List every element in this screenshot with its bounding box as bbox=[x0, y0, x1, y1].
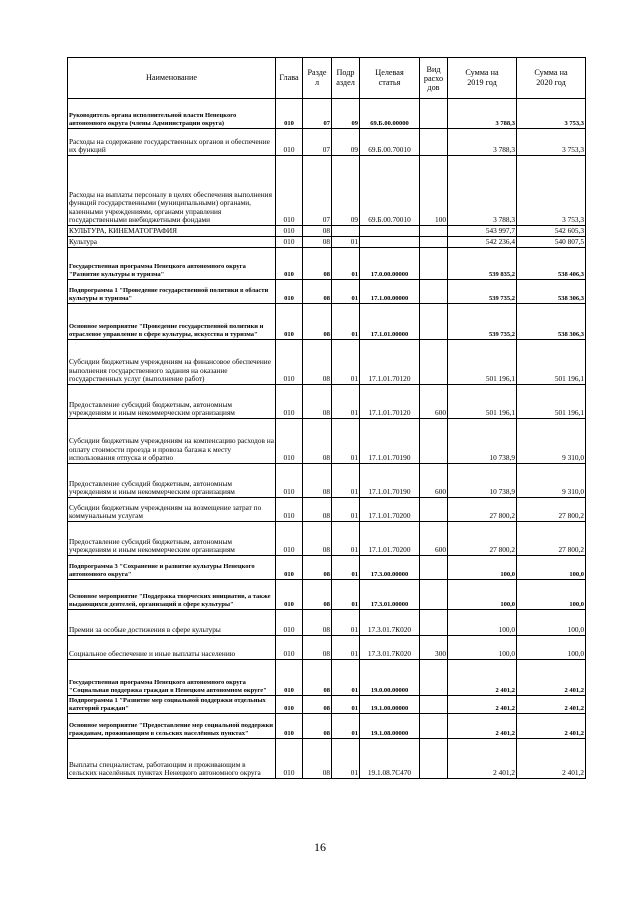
cell-glava: 010 bbox=[276, 419, 303, 464]
cell-sum2020: 3 753,3 bbox=[517, 156, 586, 226]
cell-podrazdel: 01 bbox=[332, 522, 360, 556]
cell-glava: 010 bbox=[276, 610, 303, 636]
cell-name: Расходы на выплаты персоналу в целях обеспечения выполнения функций государственными (муниципальными) органами, казенными учреждениями, органами управления государственными внебюджетными фондами bbox=[68, 156, 276, 226]
cell-razdel: 08 bbox=[303, 739, 332, 779]
cell-vid bbox=[420, 248, 448, 280]
table-row bbox=[68, 237, 586, 248]
cell-vid bbox=[420, 580, 448, 610]
cell-sum2019: 100,0 bbox=[448, 580, 517, 610]
cell-glava: 010 bbox=[276, 580, 303, 610]
header-podrazdel: Подр аздел bbox=[332, 58, 360, 99]
cell-sum2020: 2 401,2 bbox=[517, 739, 586, 779]
cell-target: 17.1.01.00000 bbox=[360, 304, 420, 340]
cell-podrazdel: 01 bbox=[332, 696, 360, 714]
cell-name: Культура bbox=[68, 237, 276, 248]
cell-sum2019: 27 800,2 bbox=[448, 522, 517, 556]
table-row bbox=[68, 498, 586, 522]
cell-sum2019: 2 401,2 bbox=[448, 739, 517, 779]
cell-target bbox=[360, 237, 420, 248]
cell-podrazdel: 01 bbox=[332, 419, 360, 464]
cell-podrazdel: 01 bbox=[332, 498, 360, 522]
cell-glava: 010 bbox=[276, 696, 303, 714]
cell-target: 19.0.00.00000 bbox=[360, 660, 420, 696]
cell-vid bbox=[420, 280, 448, 304]
table-row bbox=[68, 580, 586, 610]
cell-sum2019: 501 196,1 bbox=[448, 385, 517, 419]
cell-razdel: 08 bbox=[303, 610, 332, 636]
cell-podrazdel: 01 bbox=[332, 556, 360, 580]
cell-razdel: 08 bbox=[303, 660, 332, 696]
cell-razdel: 08 bbox=[303, 419, 332, 464]
cell-vid bbox=[420, 714, 448, 739]
cell-name: Субсидии бюджетным учреждениям на компенсацию расходов на оплату стоимости проезда и провоза багажа к месту использования отпуска и обратно bbox=[68, 419, 276, 464]
cell-vid bbox=[420, 129, 448, 156]
cell-name: Премии за особые достижения в сфере культуры bbox=[68, 610, 276, 636]
header-sum-2019: Сумма на 2019 год bbox=[448, 58, 517, 99]
cell-razdel: 08 bbox=[303, 498, 332, 522]
cell-podrazdel: 01 bbox=[332, 636, 360, 660]
cell-target: 17.3.01.7К020 bbox=[360, 610, 420, 636]
cell-name: КУЛЬТУРА, КИНЕМАТОГРАФИЯ bbox=[68, 226, 276, 237]
table-header-row bbox=[68, 58, 586, 99]
header-vid: Вид расхо дов bbox=[420, 58, 448, 99]
header-glava: Глава bbox=[276, 58, 303, 99]
table-body bbox=[68, 99, 586, 779]
cell-sum2020: 100,0 bbox=[517, 556, 586, 580]
cell-target: 17.1.01.70120 bbox=[360, 385, 420, 419]
cell-sum2020: 100,0 bbox=[517, 610, 586, 636]
cell-name: Предоставление субсидий бюджетным, автономным учреждениям и иным некоммерческим организациям bbox=[68, 464, 276, 498]
cell-vid bbox=[420, 99, 448, 129]
cell-sum2019: 539 735,2 bbox=[448, 280, 517, 304]
cell-vid bbox=[420, 498, 448, 522]
cell-podrazdel: 01 bbox=[332, 714, 360, 739]
cell-sum2019: 543 997,7 bbox=[448, 226, 517, 237]
cell-name: Подпрограмма 3 "Сохранение и развитие культуры Ненецкого автономного округа" bbox=[68, 556, 276, 580]
cell-sum2020: 501 196,1 bbox=[517, 385, 586, 419]
table-row bbox=[68, 280, 586, 304]
cell-target: 17.0.00.00000 bbox=[360, 248, 420, 280]
table-row bbox=[68, 714, 586, 739]
cell-razdel: 08 bbox=[303, 522, 332, 556]
cell-glava: 010 bbox=[276, 226, 303, 237]
cell-target: 17.3.00.00000 bbox=[360, 556, 420, 580]
cell-sum2020: 3 753,3 bbox=[517, 99, 586, 129]
cell-sum2020: 2 401,2 bbox=[517, 696, 586, 714]
cell-target: 69.Б.00.70010 bbox=[360, 129, 420, 156]
cell-target: 19.1.00.00000 bbox=[360, 696, 420, 714]
cell-razdel: 08 bbox=[303, 696, 332, 714]
cell-target: 69.Б.00.70010 bbox=[360, 156, 420, 226]
cell-razdel: 08 bbox=[303, 556, 332, 580]
table-row bbox=[68, 739, 586, 779]
cell-target: 19.1.08.00000 bbox=[360, 714, 420, 739]
cell-podrazdel: 01 bbox=[332, 237, 360, 248]
table-row bbox=[68, 660, 586, 696]
table-row bbox=[68, 385, 586, 419]
cell-sum2020: 100,0 bbox=[517, 636, 586, 660]
cell-name: Предоставление субсидий бюджетным, автономным учреждениям и иным некоммерческим организациям bbox=[68, 385, 276, 419]
cell-glava: 010 bbox=[276, 522, 303, 556]
cell-sum2020: 540 807,5 bbox=[517, 237, 586, 248]
cell-target: 17.3.01.7К020 bbox=[360, 636, 420, 660]
cell-podrazdel: 01 bbox=[332, 464, 360, 498]
cell-sum2020: 2 401,2 bbox=[517, 660, 586, 696]
cell-sum2020: 538 306,3 bbox=[517, 280, 586, 304]
cell-sum2020: 100,0 bbox=[517, 580, 586, 610]
cell-name: Государственная программа Ненецкого автономного округа "Развитие культуры и туризма" bbox=[68, 248, 276, 280]
cell-razdel: 08 bbox=[303, 580, 332, 610]
cell-sum2019: 100,0 bbox=[448, 610, 517, 636]
cell-sum2020: 9 310,0 bbox=[517, 419, 586, 464]
header-razdel: Разде л bbox=[303, 58, 332, 99]
cell-name: Основное мероприятие "Предоставление мер социальной поддержки гражданам, проживающим в сельских населённых пунктах" bbox=[68, 714, 276, 739]
cell-podrazdel: 09 bbox=[332, 129, 360, 156]
table-row bbox=[68, 99, 586, 129]
cell-vid: 300 bbox=[420, 636, 448, 660]
cell-vid bbox=[420, 660, 448, 696]
cell-razdel: 08 bbox=[303, 226, 332, 237]
cell-target: 17.1.01.70190 bbox=[360, 464, 420, 498]
cell-sum2019: 539 735,2 bbox=[448, 304, 517, 340]
cell-podrazdel: 01 bbox=[332, 385, 360, 419]
cell-vid: 600 bbox=[420, 464, 448, 498]
cell-target: 69.Б.00.00000 bbox=[360, 99, 420, 129]
budget-table bbox=[67, 57, 586, 779]
cell-name: Подпрограмма 1 "Проведение государственной политики в области культуры и туризма" bbox=[68, 280, 276, 304]
cell-name: Предоставление субсидий бюджетным, автономным учреждениям и иным некоммерческим организациям bbox=[68, 522, 276, 556]
cell-sum2020: 27 800,2 bbox=[517, 522, 586, 556]
cell-name: Руководитель органа исполнительной власти Ненецкого автономного округа (члены Администрации округа) bbox=[68, 99, 276, 129]
cell-razdel: 07 bbox=[303, 99, 332, 129]
header-target: Целевая статья bbox=[360, 58, 420, 99]
cell-name: Подпрограмма 1 "Развитие мер социальной поддержки отдельных категорий граждан" bbox=[68, 696, 276, 714]
cell-vid bbox=[420, 696, 448, 714]
cell-podrazdel: 01 bbox=[332, 610, 360, 636]
header-name: Наименование bbox=[68, 58, 276, 99]
cell-target: 17.1.01.70190 bbox=[360, 419, 420, 464]
cell-name: Социальное обеспечение и иные выплаты населению bbox=[68, 636, 276, 660]
cell-razdel: 08 bbox=[303, 636, 332, 660]
cell-podrazdel: 01 bbox=[332, 580, 360, 610]
cell-glava: 010 bbox=[276, 714, 303, 739]
cell-podrazdel: 09 bbox=[332, 99, 360, 129]
table-row bbox=[68, 522, 586, 556]
header-sum-2020: Сумма на 2020 год bbox=[517, 58, 586, 99]
cell-target: 17.1.01.70200 bbox=[360, 522, 420, 556]
cell-target: 17.1.01.70200 bbox=[360, 498, 420, 522]
cell-sum2019: 542 236,4 bbox=[448, 237, 517, 248]
table-row bbox=[68, 464, 586, 498]
cell-sum2019: 3 788,3 bbox=[448, 156, 517, 226]
cell-razdel: 07 bbox=[303, 156, 332, 226]
cell-glava: 010 bbox=[276, 464, 303, 498]
cell-sum2019: 3 788,3 bbox=[448, 99, 517, 129]
cell-sum2019: 501 196,1 bbox=[448, 340, 517, 385]
page-number: 16 bbox=[314, 840, 326, 854]
cell-razdel: 07 bbox=[303, 129, 332, 156]
cell-glava: 010 bbox=[276, 156, 303, 226]
cell-sum2020: 9 310,0 bbox=[517, 464, 586, 498]
table-row bbox=[68, 696, 586, 714]
cell-podrazdel: 01 bbox=[332, 280, 360, 304]
cell-sum2019: 2 401,2 bbox=[448, 714, 517, 739]
cell-sum2020: 27 800,2 bbox=[517, 498, 586, 522]
cell-target: 17.1.01.70120 bbox=[360, 340, 420, 385]
cell-name: Выплаты специалистам, работающим и проживающим в сельских населённых пунктах Ненецкого автономного округа bbox=[68, 739, 276, 779]
cell-podrazdel: 01 bbox=[332, 304, 360, 340]
cell-glava: 010 bbox=[276, 498, 303, 522]
cell-glava: 010 bbox=[276, 556, 303, 580]
cell-sum2019: 27 800,2 bbox=[448, 498, 517, 522]
table-row bbox=[68, 419, 586, 464]
cell-vid bbox=[420, 340, 448, 385]
cell-sum2019: 539 835,2 bbox=[448, 248, 517, 280]
cell-sum2020: 542 605,3 bbox=[517, 226, 586, 237]
cell-sum2020: 538 406,3 bbox=[517, 248, 586, 280]
cell-sum2019: 2 401,2 bbox=[448, 660, 517, 696]
table-row bbox=[68, 304, 586, 340]
cell-podrazdel bbox=[332, 226, 360, 237]
cell-sum2019: 10 738,9 bbox=[448, 464, 517, 498]
table-row bbox=[68, 556, 586, 580]
cell-razdel: 08 bbox=[303, 340, 332, 385]
cell-name: Основное мероприятие "Проведение государственной политики и отраслевое управление в сфере культуры, искусства и туризма" bbox=[68, 304, 276, 340]
cell-vid bbox=[420, 739, 448, 779]
cell-name: Субсидии бюджетным учреждениям на возмещение затрат по коммунальным услугам bbox=[68, 498, 276, 522]
cell-glava: 010 bbox=[276, 636, 303, 660]
cell-sum2020: 2 401,2 bbox=[517, 714, 586, 739]
cell-vid bbox=[420, 226, 448, 237]
cell-glava: 010 bbox=[276, 280, 303, 304]
cell-glava: 010 bbox=[276, 385, 303, 419]
cell-vid bbox=[420, 610, 448, 636]
cell-vid: 600 bbox=[420, 385, 448, 419]
cell-name: Основное мероприятие "Поддержка творческих инициатив, а также выдающихся деятелей, организаций в сфере культуры" bbox=[68, 580, 276, 610]
table-row bbox=[68, 248, 586, 280]
cell-glava: 010 bbox=[276, 660, 303, 696]
cell-razdel: 08 bbox=[303, 237, 332, 248]
cell-vid bbox=[420, 419, 448, 464]
cell-target: 17.3.01.00000 bbox=[360, 580, 420, 610]
cell-sum2020: 3 753,3 bbox=[517, 129, 586, 156]
cell-razdel: 08 bbox=[303, 714, 332, 739]
cell-glava: 010 bbox=[276, 237, 303, 248]
cell-sum2019: 100,0 bbox=[448, 636, 517, 660]
cell-name: Государственная программа Ненецкого автономного округа "Социальная поддержка граждан в Ненецком автономном округе" bbox=[68, 660, 276, 696]
cell-name: Субсидии бюджетным учреждениям на финансовое обеспечение выполнения государственного задания на оказание государственных услуг (выполнение работ) bbox=[68, 340, 276, 385]
cell-vid: 600 bbox=[420, 522, 448, 556]
cell-podrazdel: 01 bbox=[332, 248, 360, 280]
cell-target: 17.1.00.00000 bbox=[360, 280, 420, 304]
cell-sum2019: 2 401,2 bbox=[448, 696, 517, 714]
cell-sum2019: 3 788,3 bbox=[448, 129, 517, 156]
cell-target bbox=[360, 226, 420, 237]
table-row bbox=[68, 226, 586, 237]
cell-glava: 010 bbox=[276, 304, 303, 340]
cell-vid bbox=[420, 556, 448, 580]
cell-glava: 010 bbox=[276, 739, 303, 779]
cell-glava: 010 bbox=[276, 248, 303, 280]
cell-glava: 010 bbox=[276, 129, 303, 156]
cell-razdel: 08 bbox=[303, 304, 332, 340]
table-row bbox=[68, 156, 586, 226]
cell-name: Расходы на содержание государственных органов и обеспечение их функций bbox=[68, 129, 276, 156]
cell-razdel: 08 bbox=[303, 385, 332, 419]
cell-podrazdel: 01 bbox=[332, 340, 360, 385]
cell-sum2020: 501 196,1 bbox=[517, 340, 586, 385]
cell-razdel: 08 bbox=[303, 464, 332, 498]
cell-podrazdel: 01 bbox=[332, 660, 360, 696]
cell-glava: 010 bbox=[276, 99, 303, 129]
cell-vid bbox=[420, 304, 448, 340]
cell-podrazdel: 09 bbox=[332, 156, 360, 226]
cell-vid: 100 bbox=[420, 156, 448, 226]
cell-glava: 010 bbox=[276, 340, 303, 385]
cell-razdel: 08 bbox=[303, 280, 332, 304]
table-row bbox=[68, 340, 586, 385]
cell-sum2020: 538 306,3 bbox=[517, 304, 586, 340]
cell-vid bbox=[420, 237, 448, 248]
cell-razdel: 08 bbox=[303, 248, 332, 280]
cell-target: 19.1.08.7С470 bbox=[360, 739, 420, 779]
table-row bbox=[68, 610, 586, 636]
cell-sum2019: 100,0 bbox=[448, 556, 517, 580]
table-row bbox=[68, 636, 586, 660]
cell-sum2019: 10 738,9 bbox=[448, 419, 517, 464]
table-row bbox=[68, 129, 586, 156]
cell-podrazdel: 01 bbox=[332, 739, 360, 779]
